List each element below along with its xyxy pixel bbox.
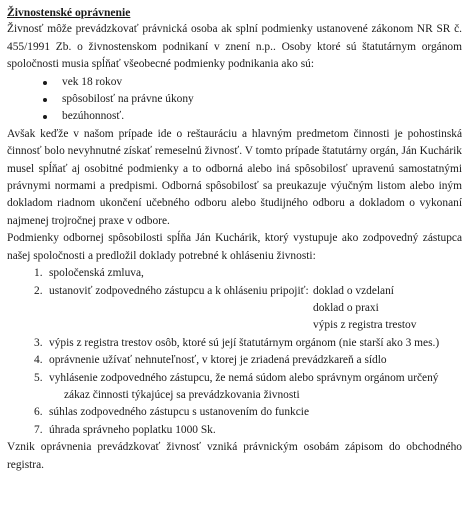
item-number: 1. <box>34 267 43 280</box>
documents-numbered-list <box>7 265 462 439</box>
item-text: úhrada správneho poplatku 1000 Sk. <box>49 423 216 436</box>
required-documents-block <box>49 283 462 335</box>
qualification-paragraph: Podmienky odbornej spôsobilosti spĺňa Ján Kuchárik, ktorý vystupuje ako zodpovedný zástupca našej spoločnosti a predložil doklady potrebné k ohláseniu živnosti: <box>7 232 462 262</box>
numbered-item-7 <box>7 422 462 439</box>
bullet-item-legal-capacity: spôsobilosť na právne úkony <box>7 91 462 108</box>
document-heading: Živnostenské oprávnenie <box>7 6 131 19</box>
closing-paragraph: Vznik oprávnenia prevádzkovať živnosť vzniká právnickým osobám zápisom do obchodného registra. <box>7 441 462 471</box>
item-number: 7. <box>34 423 43 436</box>
doc-practice: doklad o praxi <box>313 301 379 314</box>
item-number: 4. <box>34 354 43 367</box>
numbered-item-3 <box>7 335 462 352</box>
conditions-bullet-list <box>7 74 462 126</box>
item-number: 3. <box>34 336 43 349</box>
item-text: súhlas zodpovedného zástupcu s ustanovením do funkcie <box>49 406 310 419</box>
required-documents <box>313 283 462 335</box>
bullet-item-age: vek 18 rokov <box>7 74 462 91</box>
bullet-item-integrity: bezúhonnosť. <box>7 108 462 125</box>
item-number: 5. <box>34 371 43 384</box>
item-text-continued: zákaz činnosti týkajúcej sa prevádzkovania živnosti <box>64 388 300 401</box>
numbered-item-6 <box>7 404 462 421</box>
item-text: ustanoviť zodpovedného zástupcu a k ohláseniu pripojiť: <box>49 284 309 297</box>
intro-paragraph: Živnosť môže prevádzkovať právnická osoba ak splní podmienky ustanovené zákonom NR SR č. 455/1991 Zb. o živnostenskom podnikaní v znení n.p.. Osoby ktoré sú štatutárnym orgánom spoločnosti musia spĺňať všeobecné podmienky podnikania ako sú: <box>7 23 462 71</box>
craft-license-paragraph: Avšak keďže v našom prípade ide o reštauráciu a hlavným predmetom činnosti je pohostinská činnosť bolo nevyhnutné získať remeselnú živnosť. V tomto prípade štatutárny orgán, Ján Kuchárik musel spĺňať aj osobitné podmienky a to odborná alebo iná spôsobilosť upravenú samostatnými právnymi normami a predpismi. Odborná spôsobilosť sa preukazuje výučným listom alebo iným dokladom riadnom ukončení učebného odboru alebo študijného odboru a dokladom o vykonaní najmenej trojročnej praxe v odbore. <box>7 127 462 227</box>
numbered-item-1 <box>7 265 462 282</box>
doc-criminal-record: výpis z registra trestov <box>313 319 417 332</box>
item-number: 2. <box>34 284 43 297</box>
numbered-item-4 <box>7 352 462 369</box>
numbered-item-5 <box>7 370 462 405</box>
doc-education: doklad o vzdelaní <box>313 284 394 297</box>
numbered-item-2 <box>7 283 462 335</box>
item-text: vyhlásenie zodpovedného zástupcu, že nemá súdom alebo správnym orgánom určený <box>49 371 439 384</box>
item-text: spoločenská zmluva, <box>49 267 144 280</box>
item-number: 6. <box>34 406 43 419</box>
item-text: oprávnenie užívať nehnuteľnosť, v ktorej je zriadená prevádzkareň a sídlo <box>49 354 387 367</box>
item-text: výpis z registra trestov osôb, ktoré sú její štatutárnym orgánom (nie starší ako 3 mes.) <box>49 336 440 349</box>
